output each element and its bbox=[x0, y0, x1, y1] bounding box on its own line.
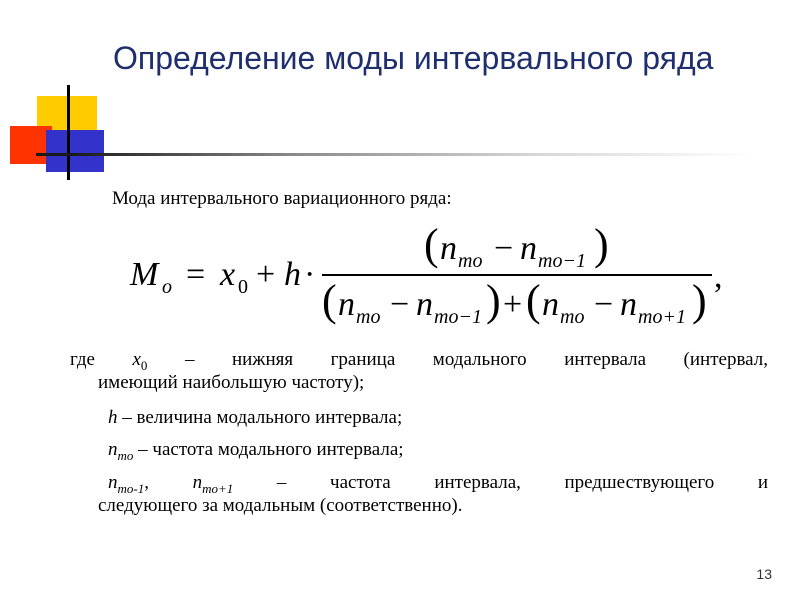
decorative-vertical-line bbox=[67, 85, 70, 180]
var-nmo: n bbox=[108, 439, 118, 460]
var-h: h bbox=[108, 407, 118, 428]
var-nmo+1-sub: mo+1 bbox=[202, 481, 234, 496]
var-x0: x bbox=[132, 349, 141, 370]
formula-lhs-sub: o bbox=[162, 276, 172, 298]
denominator-open-paren-2: ( bbox=[526, 276, 541, 325]
denominator-minus-2: − bbox=[594, 286, 614, 323]
explanation-nmo bbox=[108, 438, 404, 467]
denominator-n4-sub: mo+1 bbox=[638, 306, 686, 328]
formula-plus: + bbox=[256, 256, 276, 293]
denominator-n3-sub: mo bbox=[560, 306, 585, 328]
formula-dot: · bbox=[304, 256, 316, 293]
neighbors-description: – частота интервала, предшествующего и bbox=[233, 472, 768, 493]
var-nmo-1-sub: mo-1 bbox=[117, 481, 145, 496]
var-nmo+1: n bbox=[192, 472, 203, 493]
formula-x0: x bbox=[220, 256, 236, 293]
denominator-n1-sub: mo bbox=[356, 306, 381, 328]
formula-h: h bbox=[284, 256, 301, 293]
numerator-minus: − bbox=[494, 230, 514, 267]
formula-lhs: M bbox=[130, 256, 159, 293]
explanation-neighbors-cont: следующего за модальным (соответственно). bbox=[98, 495, 463, 516]
mode-formula bbox=[0, 215, 800, 335]
denominator-close-paren-2: ) bbox=[692, 276, 707, 325]
numerator-n1: n bbox=[440, 230, 457, 267]
var-nmo-1: n bbox=[108, 472, 118, 493]
h-description: – величина модального интервала; bbox=[117, 407, 403, 428]
denominator-n1: n bbox=[338, 286, 355, 323]
page-number: 13 bbox=[756, 566, 772, 582]
x0-description: – нижняя граница модального интервала (интервал, bbox=[147, 349, 768, 370]
numerator-open-paren: ( bbox=[424, 220, 439, 269]
denominator-n4: n bbox=[620, 286, 637, 323]
formula-equals: = bbox=[186, 256, 206, 293]
intro-text: Мода интервального вариационного ряда: bbox=[112, 188, 452, 209]
title-underline bbox=[36, 153, 756, 156]
formula-trailing-comma: , bbox=[714, 258, 723, 295]
var-separator: , bbox=[144, 472, 193, 493]
explanation-x0-cont: имеющий наибольшую частоту); bbox=[98, 372, 365, 393]
numerator-n2: n bbox=[520, 230, 537, 267]
var-nmo-sub: mo bbox=[117, 448, 134, 463]
numerator-n1-sub: mo bbox=[458, 250, 483, 272]
decorative-blue-square bbox=[46, 130, 104, 172]
formula-x0-sub: 0 bbox=[238, 276, 248, 298]
slide-title: Определение моды интервального ряда bbox=[113, 40, 714, 76]
denominator-n3: n bbox=[542, 286, 559, 323]
denominator-close-paren-1: ) bbox=[486, 276, 501, 325]
denominator-n2: n bbox=[416, 286, 433, 323]
denominator-n2-sub: mo−1 bbox=[434, 306, 482, 328]
denominator-open-paren-1: ( bbox=[322, 276, 337, 325]
denominator-minus-1: − bbox=[390, 286, 410, 323]
var-x0-sub: 0 bbox=[140, 358, 148, 373]
numerator-n2-sub: mo−1 bbox=[538, 250, 586, 272]
explanation-h bbox=[108, 406, 402, 429]
nmo-description: – частота модального интервала; bbox=[133, 439, 404, 460]
where-word: где bbox=[70, 349, 95, 370]
numerator-close-paren: ) bbox=[594, 220, 609, 269]
denominator-plus: + bbox=[503, 286, 523, 323]
